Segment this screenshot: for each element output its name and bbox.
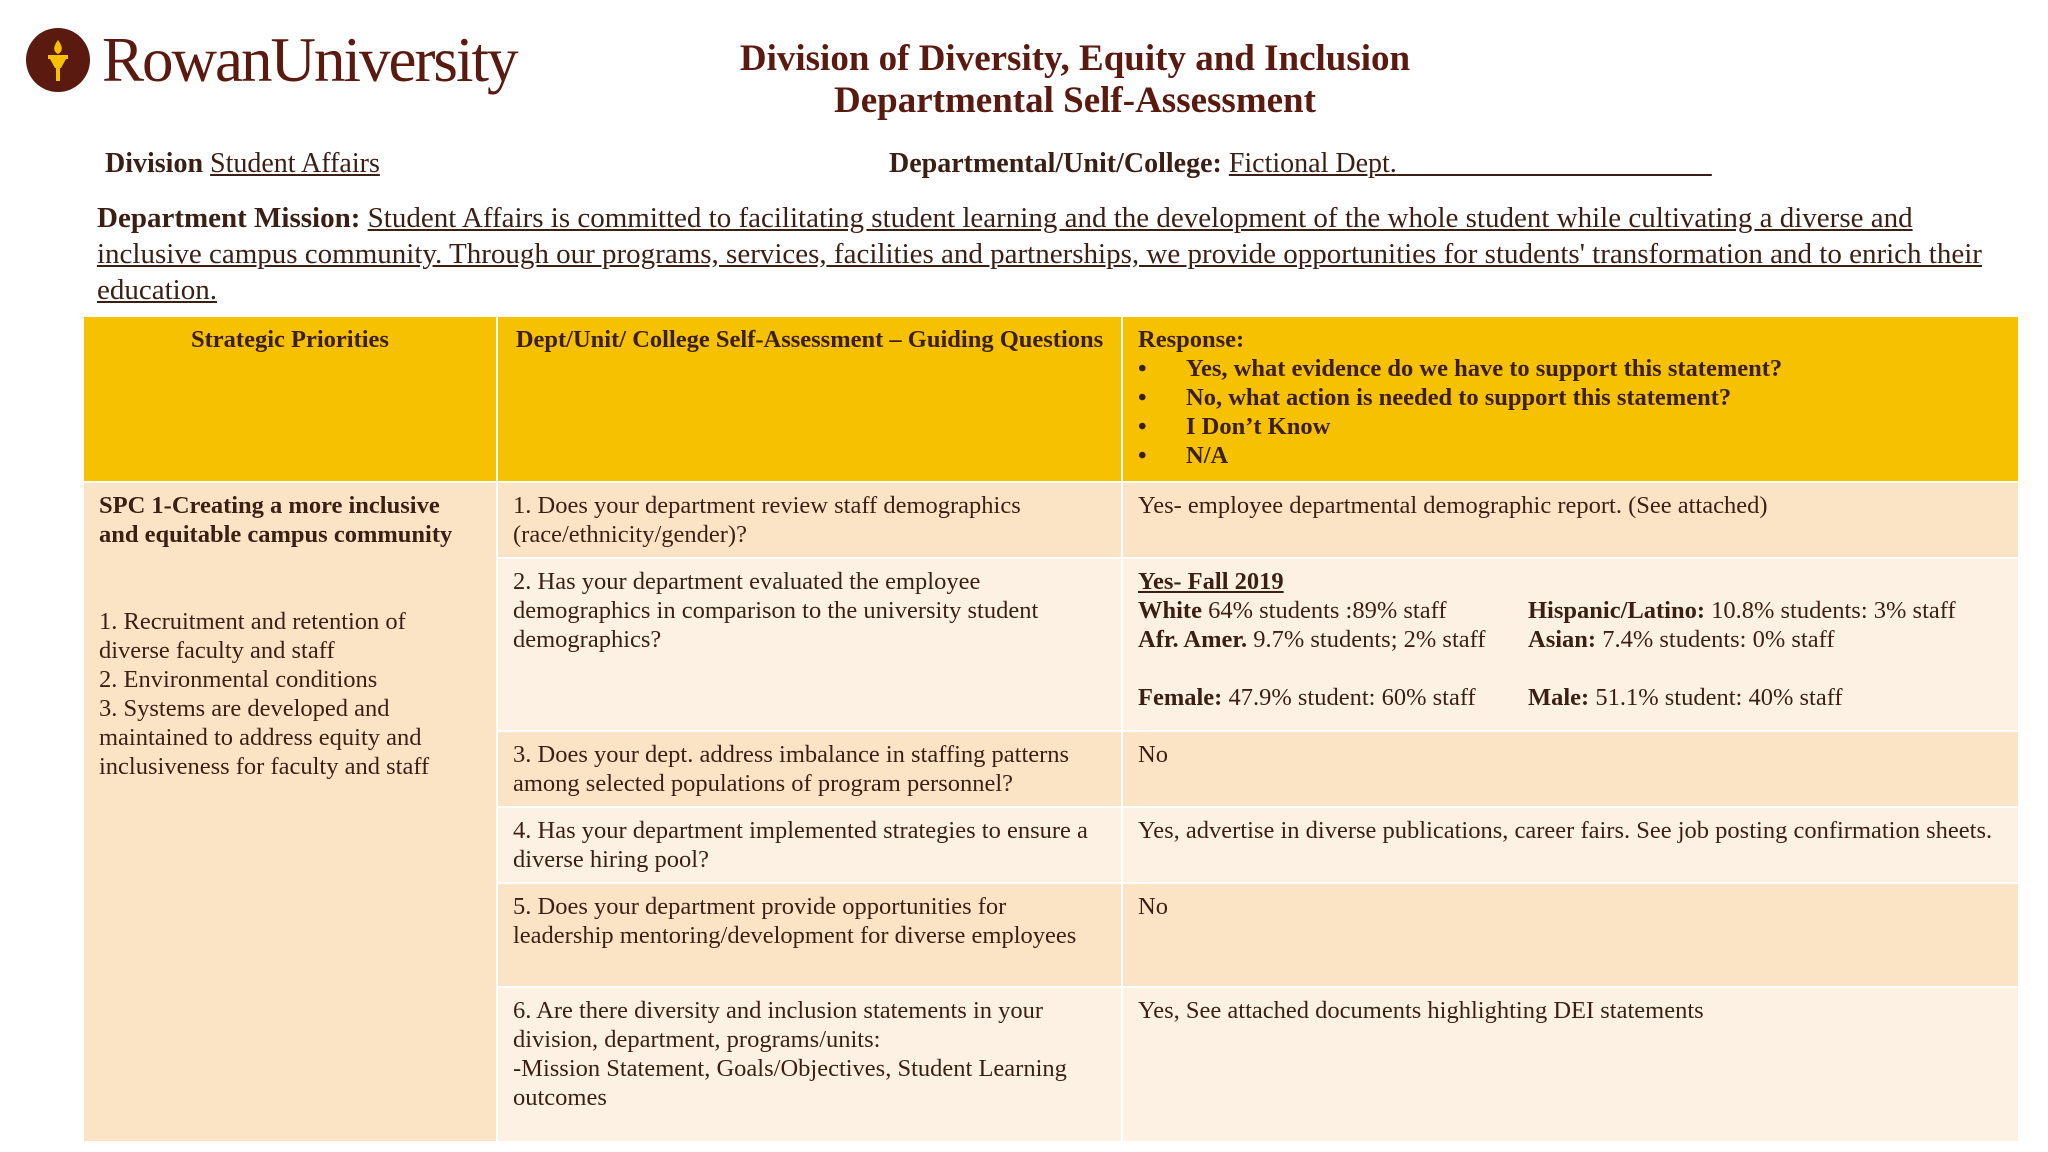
response-title: Response: bbox=[1138, 326, 1245, 353]
response-cell: No bbox=[1122, 883, 2019, 987]
question-cell: 4. Has your department implemented strategies to ensure a diverse hiring pool? bbox=[497, 807, 1122, 883]
header-response bbox=[1122, 316, 2019, 482]
table-header-row bbox=[83, 316, 2019, 482]
demographics-row: Afr. Amer. 9.7% students; 2% staff Asian: 7.4% students: 0% staff bbox=[1138, 626, 1835, 653]
torch-icon bbox=[26, 28, 90, 92]
response-option: • I Don’t Know bbox=[1138, 412, 2003, 441]
demographics-row: White 64% students :89% staff Hispanic/Latino: 10.8% students: 3% staff bbox=[1138, 597, 1956, 624]
strategic-priority-cell bbox=[83, 482, 497, 1142]
priority-item: 2. Environmental conditions bbox=[99, 666, 378, 693]
question-cell: 3. Does your dept. address imbalance in staffing patterns among selected populations of program personnel? bbox=[497, 731, 1122, 807]
table-row bbox=[83, 482, 2019, 558]
header-strategic-priorities: Strategic Priorities bbox=[83, 316, 497, 482]
priority-title: SPC 1-Creating a more inclusive and equitable campus community bbox=[99, 492, 453, 548]
response-cell: No bbox=[1122, 731, 2019, 807]
demographics-heading: Yes- Fall 2019 bbox=[1138, 568, 1284, 595]
question-cell: 6. Are there diversity and inclusion statements in your division, department, programs/units: -Mission Statement, Goals/Objectives, Student Learning outcomes bbox=[497, 987, 1122, 1142]
division-field bbox=[105, 148, 380, 180]
question-cell: 1. Does your department review staff demographics (race/ethnicity/gender)? bbox=[497, 482, 1122, 558]
priority-item: 3. Systems are developed and maintained to address equity and inclusiveness for faculty and staff bbox=[99, 695, 430, 780]
question-cell: 2. Has your department evaluated the employee demographics in comparison to the university student demographics? bbox=[497, 558, 1122, 731]
response-option: • N/A bbox=[1138, 441, 2003, 470]
title-line-2: Departmental Self-Assessment bbox=[834, 80, 1316, 121]
dept-label: Departmental/Unit/College: bbox=[889, 148, 1222, 179]
header-guiding-questions: Dept/Unit/ College Self-Assessment – Guiding Questions bbox=[497, 316, 1122, 482]
logo-text: RowanUniversity bbox=[102, 24, 517, 95]
title-line-1: Division of Diversity, Equity and Inclusion bbox=[739, 38, 1411, 79]
response-cell: Yes, advertise in diverse publications, career fairs. See job posting confirmation sheets. bbox=[1122, 807, 2019, 883]
response-cell: Yes- employee departmental demographic report. (See attached) bbox=[1122, 482, 2019, 558]
response-option: • No, what action is needed to support this statement? bbox=[1138, 383, 2003, 412]
self-assessment-table bbox=[82, 315, 2020, 1143]
division-label: Division bbox=[105, 148, 204, 179]
response-options bbox=[1138, 354, 2003, 470]
demographics-response-cell bbox=[1122, 558, 2019, 731]
page-title bbox=[590, 38, 1560, 122]
response-cell: Yes, See attached documents highlighting DEI statements bbox=[1122, 987, 2019, 1142]
response-option: • Yes, what evidence do we have to support this statement? bbox=[1138, 354, 2003, 383]
mission-text: Student Affairs is committed to facilitating student learning and the development of the whole student while cultivating a diverse and inclusive campus community. Through our programs, services, facilities and partnerships, we provide opportunities for students' transformation and to enrich their education. bbox=[97, 202, 1982, 306]
mission-label: Department Mission: bbox=[97, 202, 361, 234]
question-cell: 5. Does your department provide opportunities for leadership mentoring/development for diverse employees bbox=[497, 883, 1122, 987]
department-mission bbox=[97, 200, 2012, 308]
demographics-row: Female: 47.9% student: 60% staff Male: 51.1% student: 40% staff bbox=[1138, 684, 1843, 711]
priority-item: 1. Recruitment and retention of diverse faculty and staff bbox=[99, 608, 406, 664]
division-value: Student Affairs bbox=[210, 148, 380, 179]
dept-value: Fictional Dept. bbox=[1228, 148, 1397, 179]
rowan-logo bbox=[26, 24, 517, 95]
dept-field bbox=[889, 148, 1712, 180]
